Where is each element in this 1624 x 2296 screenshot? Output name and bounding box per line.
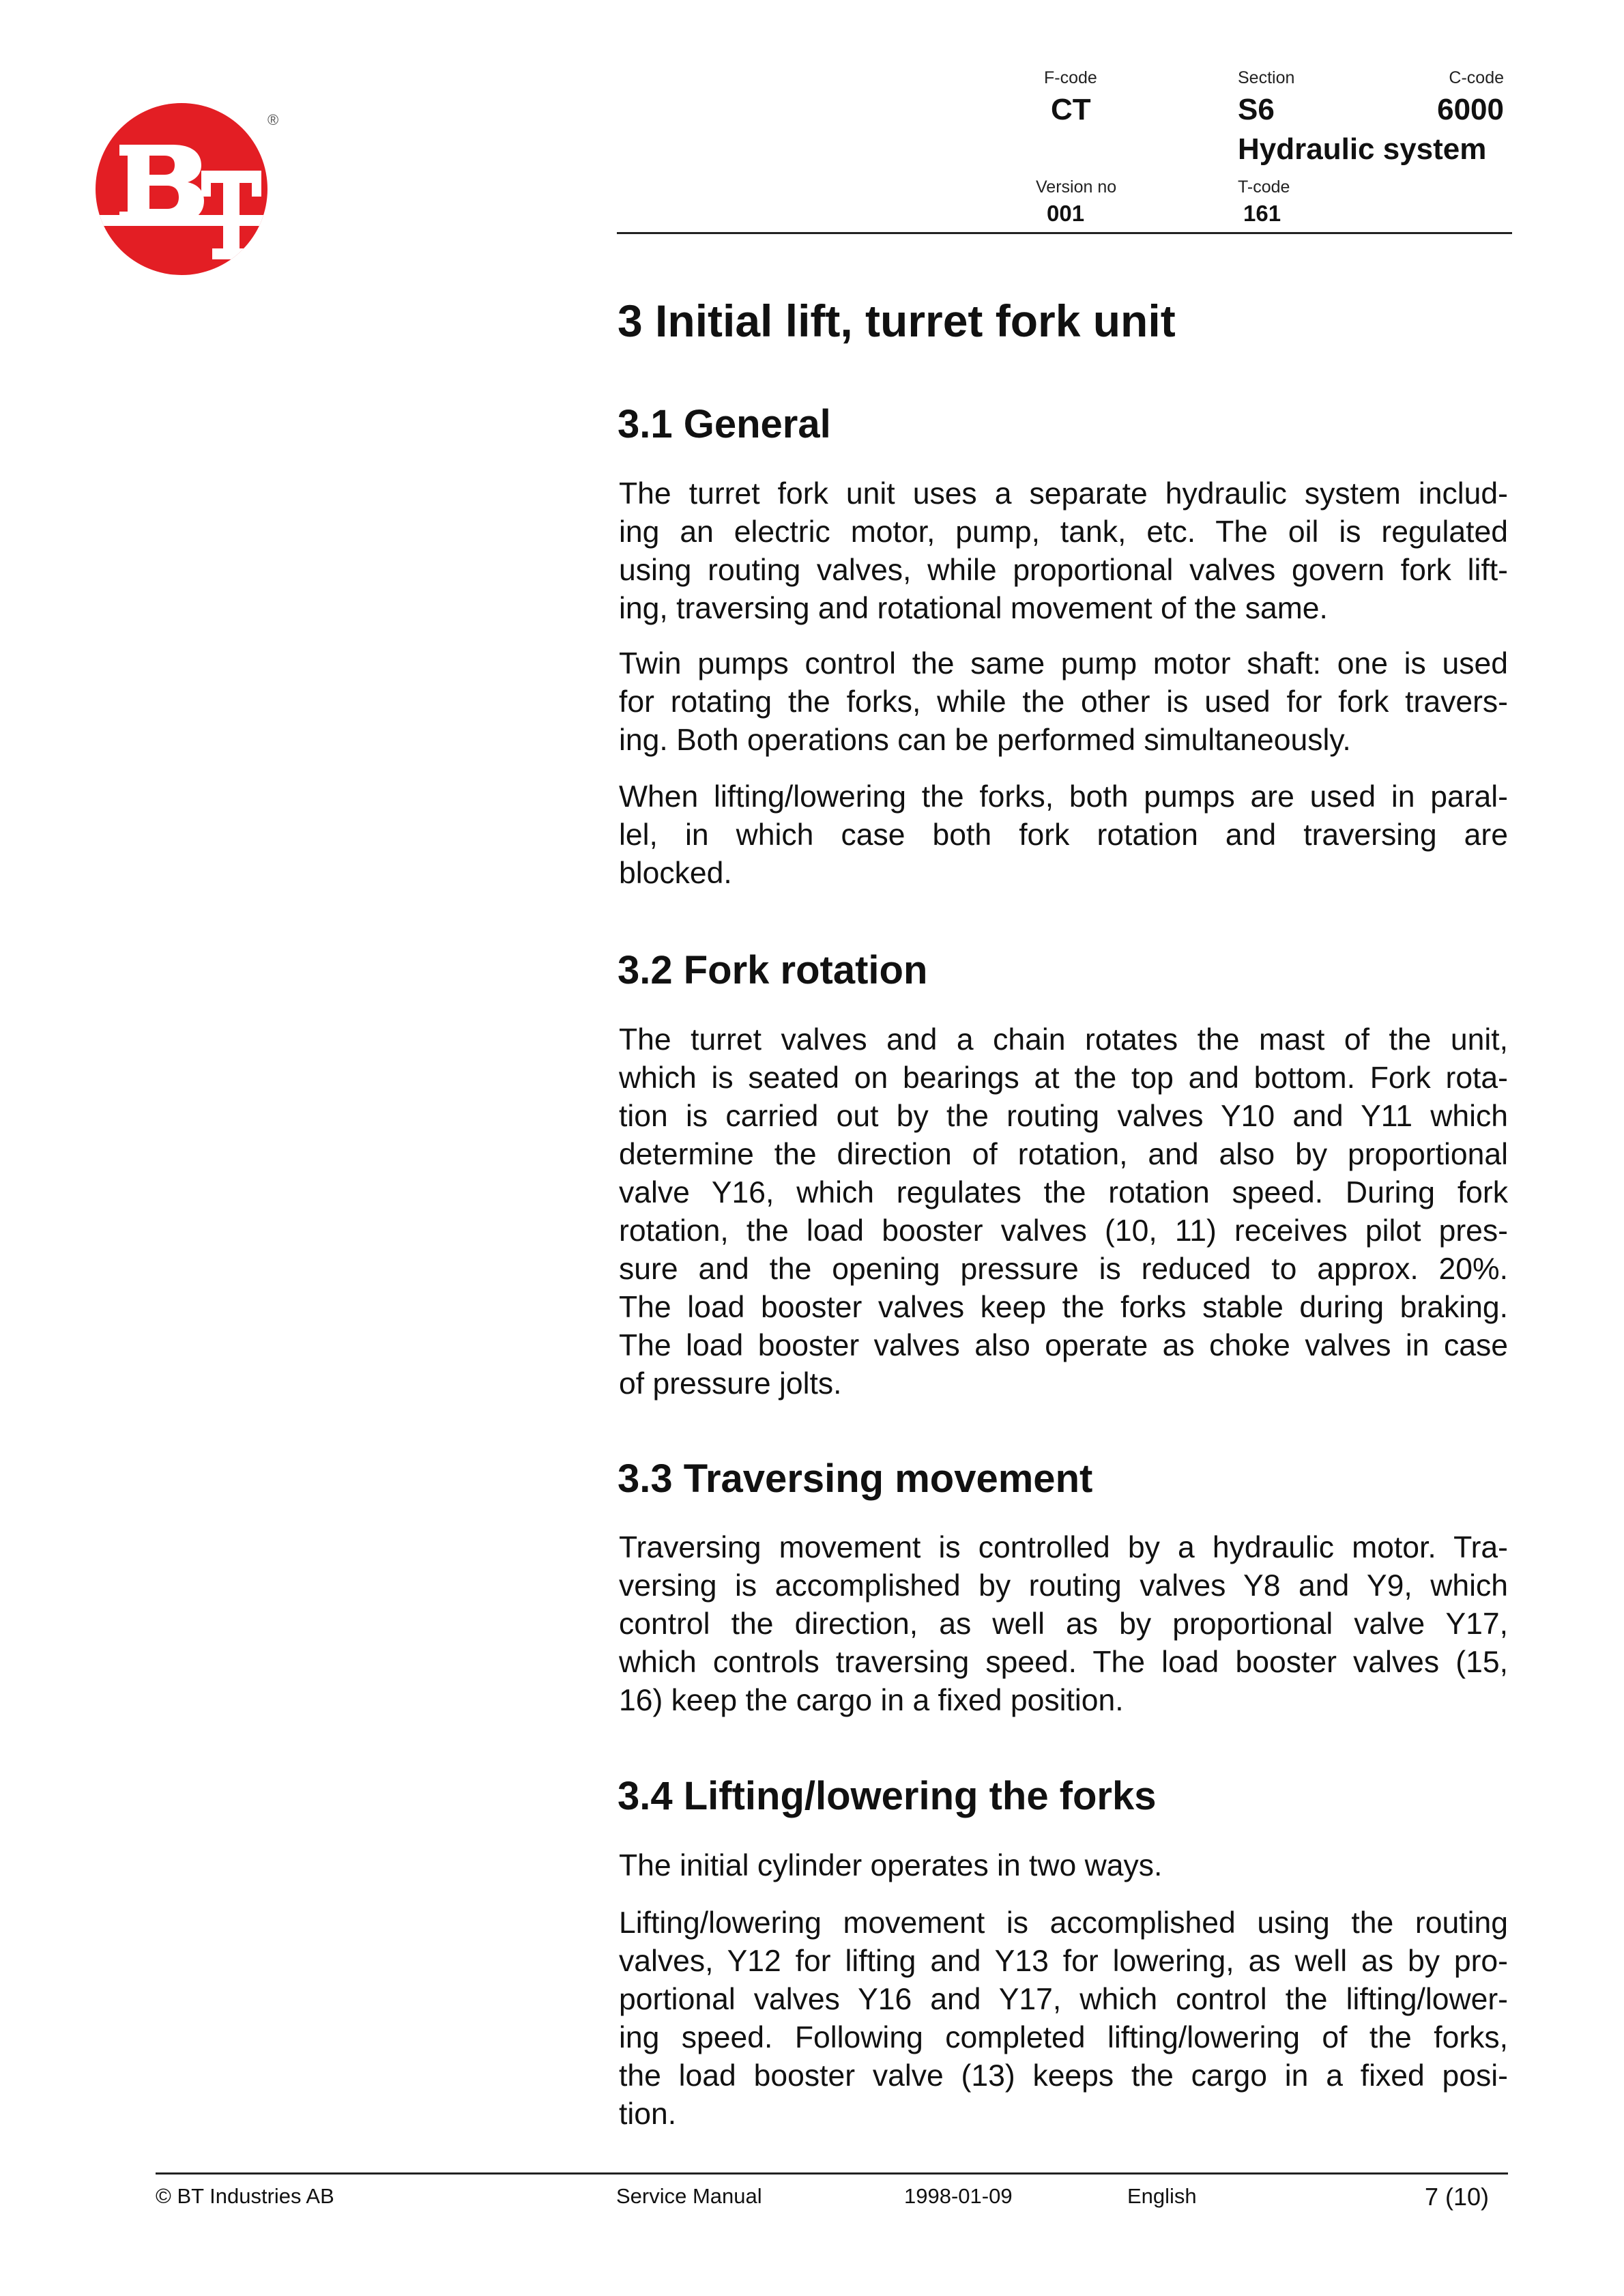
footer-copyright: © BT Industries AB <box>156 2184 334 2208</box>
paragraph-line: tion. <box>619 2097 677 2131</box>
footer-page-number: 7 (10) <box>1424 2183 1489 2211</box>
footer-doc-type: Service Manual <box>616 2184 762 2208</box>
paragraph-line: for rotating the forks, while the other is used for fork travers- <box>619 685 1508 719</box>
footer-divider <box>156 2172 1508 2175</box>
paragraph <box>619 1904 1508 2134</box>
version-value: 001 <box>1047 201 1085 226</box>
paragraph-line: When lifting/lowering the forks, both pumps are used in paral- <box>619 780 1508 814</box>
registered-mark: ® <box>267 111 279 128</box>
paragraph-line: valve Y16, which regulates the rotation speed. During fork <box>619 1176 1508 1209</box>
version-label: Version no <box>1036 177 1117 197</box>
bt-logo <box>93 102 270 276</box>
paragraph-line: Lifting/lowering movement is accomplished using the routing <box>619 1906 1508 1940</box>
paragraph-line: Twin pumps control the same pump motor shaft: one is used <box>619 647 1508 680</box>
paragraph-line: lel, in which case both fork rotation and traversing are <box>619 818 1508 852</box>
paragraph <box>619 475 1508 628</box>
paragraph-line: The initial cylinder operates in two ways. <box>619 1849 1163 1882</box>
paragraph-line: portional valves Y16 and Y17, which control the lifting/lower- <box>619 1983 1508 2016</box>
paragraph-line: which controls traversing speed. The load booster valves (15, <box>619 1646 1508 1679</box>
paragraph-line: rotation, the load booster valves (10, 11) receives pilot pres- <box>619 1214 1508 1248</box>
paragraph <box>619 1847 1508 1885</box>
footer-date: 1998-01-09 <box>904 2184 1013 2208</box>
section-name: Hydraulic system <box>1238 132 1487 166</box>
paragraph-line: The turret fork unit uses a separate hydraulic system includ- <box>619 477 1508 511</box>
paragraph <box>619 645 1508 760</box>
paragraph-line: 16) keep the cargo in a fixed position. <box>619 1684 1124 1717</box>
section-heading-lifting-lowering: 3.4 Lifting/lowering the forks <box>618 1774 1157 1818</box>
paragraph <box>619 778 1508 893</box>
header-divider <box>617 232 1512 234</box>
paragraph-line: ing. Both operations can be performed simultaneously. <box>619 723 1351 757</box>
section-heading-traversing-movement: 3.3 Traversing movement <box>618 1456 1093 1501</box>
paragraph-line: determine the direction of rotation, and also by proportional <box>619 1138 1508 1171</box>
paragraph-line: which is seated on bearings at the top and bottom. Fork rota- <box>619 1061 1508 1095</box>
section-label: Section <box>1238 68 1295 87</box>
paragraph-line: ing an electric motor, pump, tank, etc. The oil is regulated <box>619 515 1508 549</box>
tcode-label: T-code <box>1238 177 1290 197</box>
page-title: 3 Initial lift, turret fork unit <box>618 296 1176 346</box>
footer-language: English <box>1127 2184 1197 2208</box>
paragraph-line: ing, traversing and rotational movement of the same. <box>619 592 1328 625</box>
paragraph-line: The turret valves and a chain rotates the mast of the unit, <box>619 1023 1508 1057</box>
section-value: S6 <box>1238 93 1275 126</box>
paragraph-line: Traversing movement is controlled by a hydraulic motor. Tra- <box>619 1531 1508 1564</box>
paragraph-line: tion is carried out by the routing valves Y10 and Y11 which <box>619 1100 1508 1133</box>
ccode-label: C-code <box>1449 68 1504 87</box>
paragraph-line: of pressure jolts. <box>619 1367 842 1401</box>
bt-logo-graphic <box>93 102 270 276</box>
paragraph-line: ing speed. Following completed lifting/lowering of the forks, <box>619 2021 1508 2054</box>
section-heading-fork-rotation: 3.2 Fork rotation <box>618 948 928 992</box>
tcode-value: 161 <box>1243 201 1281 226</box>
paragraph-line: control the direction, as well as by proportional valve Y17, <box>619 1607 1508 1641</box>
fcode-label: F-code <box>1044 68 1097 87</box>
paragraph-line: valves, Y12 for lifting and Y13 for lowering, as well as by pro- <box>619 1945 1508 1978</box>
section-heading-general: 3.1 General <box>618 402 831 446</box>
paragraph-line: the load booster valve (13) keeps the cargo in a fixed posi- <box>619 2059 1508 2093</box>
paragraph-line: versing is accomplished by routing valves Y8 and Y9, which <box>619 1569 1508 1603</box>
paragraph <box>619 1021 1508 1403</box>
paragraph <box>619 1529 1508 1720</box>
paragraph-line: using routing valves, while proportional valves govern fork lift- <box>619 554 1508 587</box>
paragraph-line: The load booster valves also operate as choke valves in case <box>619 1329 1508 1362</box>
paragraph-line: blocked. <box>619 857 732 890</box>
paragraph-line: The load booster valves keep the forks stable during braking. <box>619 1291 1508 1324</box>
paragraph-line: sure and the opening pressure is reduced to approx. 20%. <box>619 1252 1508 1286</box>
ccode-value: 6000 <box>1437 93 1504 126</box>
fcode-value: CT <box>1051 93 1091 126</box>
